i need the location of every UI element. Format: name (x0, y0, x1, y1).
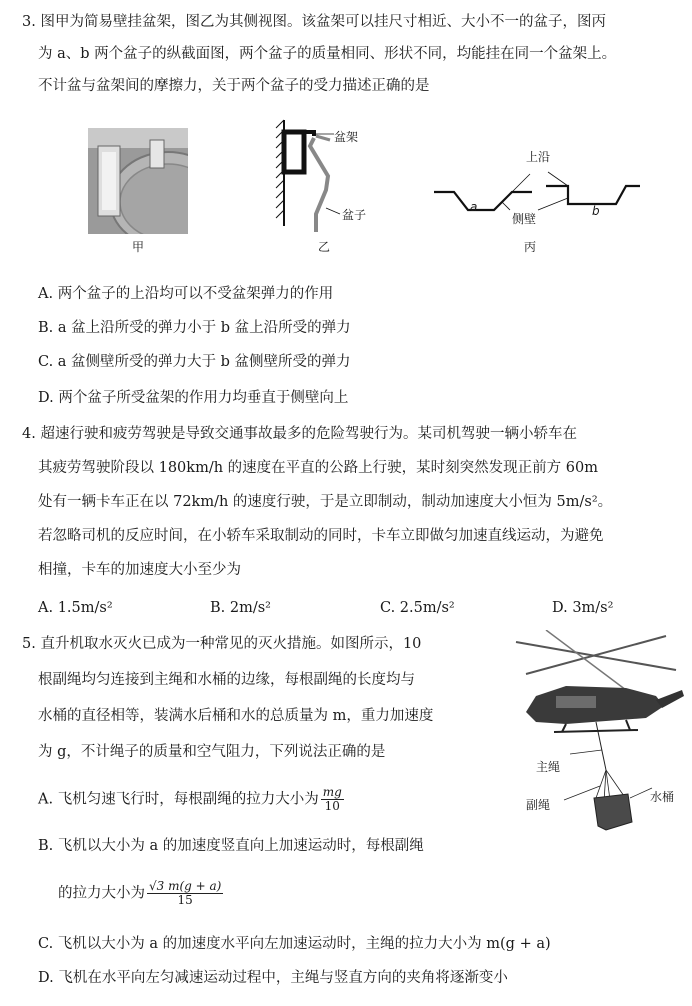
q5-option-a-numerator: mg (322, 785, 342, 799)
figure-bing-label-b: b (592, 204, 600, 218)
q5-option-a (38, 786, 344, 813)
q5-option-b-denominator: 15 (177, 893, 193, 907)
figure-helicopter-label-shuitong: 水桶 (650, 790, 675, 804)
q4-option-a: A. 1.5m/s² (38, 600, 113, 616)
q3-stem-line-2: 为 a、b 两个盆子的纵截面图，两个盆子的质量相同、形状不同，均能挂在同一个盆架上。 (38, 46, 617, 62)
q4-stem-line-2: 其疲劳驾驶阶段以 180km/h 的速度在平直的公路上行驶，某时刻突然发现正前方 60m (38, 460, 598, 476)
figure-jia-photo (88, 128, 188, 234)
figure-yi-label: 乙 (318, 240, 331, 254)
q5-stem-line-2: 根副绳均匀连接到主绳和水桶的边缘，每根副绳的长度均与 (38, 672, 415, 688)
figure-helicopter-label-zhusheng: 主绳 (536, 760, 561, 774)
q5-option-c: C. 飞机以大小为 a 的加速度水平向左加速运动时，主绳的拉力大小为 m(g + a) (38, 936, 551, 952)
q4-option-c: C. 2.5m/s² (380, 600, 455, 616)
figure-bing-label-a: a (470, 200, 478, 214)
figure-helicopter-label-fusheng: 副绳 (526, 798, 551, 812)
q4-stem-line-5: 相撞，卡车的加速度大小至少为 (38, 562, 241, 578)
figure-yi-label-penzi: 盆子 (342, 208, 367, 222)
q3-stem-line-1: 3. 图甲为简易壁挂盆架，图乙为其侧视图。该盆架可以挂尺寸相近、大小不一的盆子，图丙 (22, 14, 606, 30)
q4-stem-line-1: 4. 超速行驶和疲劳驾驶是导致交通事故最多的危险驾驶行为。某司机驾驶一辆小轿车在 (22, 426, 577, 442)
figure-bing-label-shangyan: 上沿 (526, 150, 551, 164)
q3-option-d: D. 两个盆子所受盆架的作用力均垂直于侧壁向上 (38, 390, 349, 406)
q3-option-a: A. 两个盆子的上沿均可以不受盆架弹力的作用 (38, 286, 334, 302)
q5-option-b-line-1: B. 飞机以大小为 a 的加速度竖直向上加速运动时，每根副绳 (38, 838, 424, 854)
q5-option-b-line-2 (58, 880, 223, 907)
q5-option-b-numerator: √3 m(g + a) (149, 879, 222, 893)
q5-option-a-text: A. 飞机匀速飞行时，每根副绳的拉力大小为 (38, 791, 319, 808)
q5-option-a-fraction (321, 786, 344, 813)
q4-stem-line-3: 处有一辆卡车正在以 72km/h 的速度行驶，于是立即制动，制动加速度大小恒为 5m/s²。 (38, 494, 613, 510)
q5-option-a-denominator: 10 (324, 799, 340, 813)
figure-bing-label-cebi: 侧壁 (512, 212, 537, 226)
q3-stem-line-3: 不计盆与盆架间的摩擦力，关于两个盆子的受力描述正确的是 (38, 78, 430, 94)
q5-stem-line-4: 为 g，不计绳子的质量和空气阻力，下列说法正确的是 (38, 744, 386, 760)
q3-option-b: B. a 盆上沿所受的弹力小于 b 盆上沿所受的弹力 (38, 320, 351, 336)
figure-yi-side-view (270, 116, 390, 236)
q3-option-c: C. a 盆侧壁所受的弹力大于 b 盆侧壁所受的弹力 (38, 354, 351, 370)
figure-bing-label: 丙 (524, 240, 537, 254)
q5-option-b-fraction (147, 880, 223, 907)
figure-jia-label: 甲 (132, 240, 145, 254)
q4-option-b: B. 2m/s² (210, 600, 271, 616)
q4-option-d: D. 3m/s² (552, 600, 614, 616)
figure-yi-label-penjia: 盆架 (334, 130, 359, 144)
q4-stem-line-4: 若忽略司机的反应时间，在小轿车采取制动的同时，卡车立即做匀加速直线运动，为避免 (38, 528, 604, 544)
q5-stem-line-3: 水桶的直径相等，装满水后桶和水的总质量为 m，重力加速度 (38, 708, 434, 724)
q5-option-d: D. 飞机在水平向左匀减速运动过程中，主绳与竖直方向的夹角将逐渐变小 (38, 970, 508, 986)
q5-option-b-text: 的拉力大小为 (58, 885, 145, 902)
q5-stem-line-1: 5. 直升机取水灭火已成为一种常见的灭火措施。如图所示，10 (22, 636, 422, 652)
